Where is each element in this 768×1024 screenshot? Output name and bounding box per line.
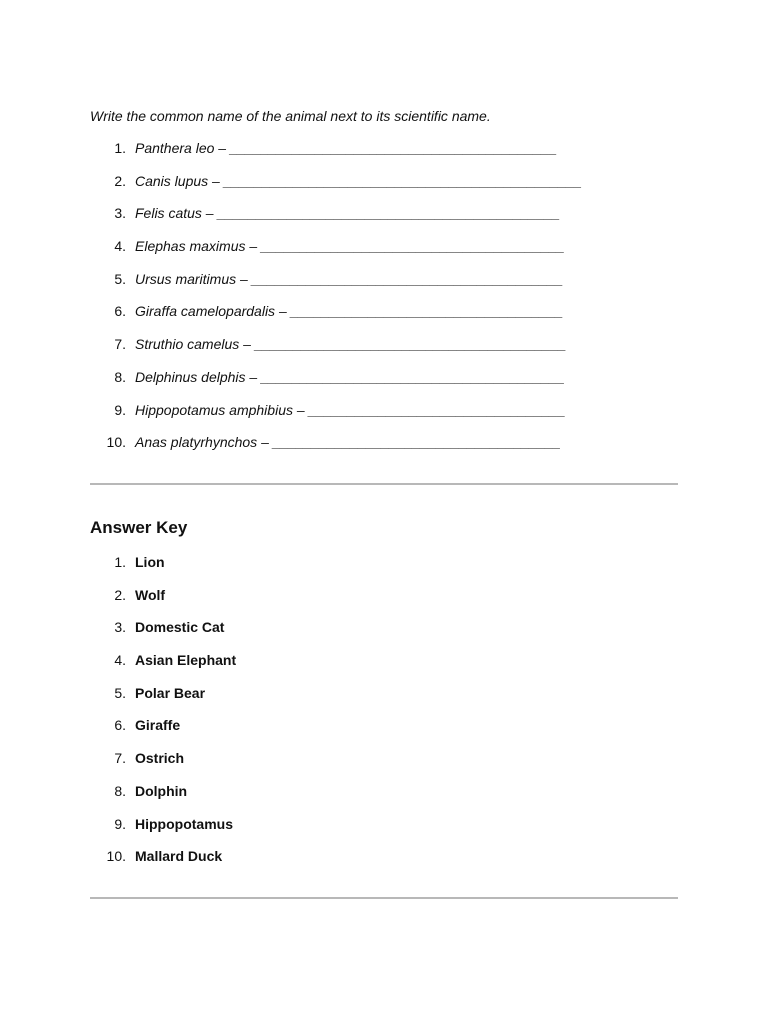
section-divider bbox=[90, 897, 678, 899]
question-number: 10. bbox=[106, 434, 126, 451]
answer-number: 1. bbox=[114, 554, 126, 570]
question-number: 8. bbox=[114, 368, 126, 385]
answer-text: Polar Bear bbox=[135, 684, 206, 701]
answer-text: Mallard Duck bbox=[135, 848, 223, 865]
answer-number: 7. bbox=[114, 750, 126, 767]
answer-key-heading: Answer Key bbox=[90, 518, 188, 537]
question-text: Anas platyrhynchos – _____________________________________ bbox=[135, 434, 561, 451]
answer-number: 4. bbox=[114, 652, 126, 669]
instructions-text: Write the common name of the animal next to its scientific name. bbox=[90, 108, 491, 124]
answer-number: 8. bbox=[114, 782, 126, 799]
question-number: 5. bbox=[114, 270, 126, 287]
question-number: 6. bbox=[114, 303, 126, 320]
question-text: Giraffa camelopardalis – ___________________________________ bbox=[135, 303, 564, 320]
question-number: 7. bbox=[114, 336, 126, 353]
question-text: Felis catus – ____________________________________________ bbox=[135, 205, 561, 222]
answer-text: Giraffe bbox=[135, 717, 181, 734]
answer-number: 10. bbox=[106, 848, 126, 865]
question-text: Struthio camelus – ________________________________________ bbox=[135, 336, 567, 353]
answer-number: 5. bbox=[114, 684, 126, 701]
question-text: Ursus maritimus – ________________________________________ bbox=[135, 270, 564, 287]
question-text: Hippopotamus amphibius – _________________________________ bbox=[135, 401, 566, 418]
answer-number: 3. bbox=[114, 619, 126, 636]
question-number: 3. bbox=[114, 205, 126, 222]
question-number: 1. bbox=[114, 140, 126, 156]
answer-text: Domestic Cat bbox=[135, 619, 225, 636]
question-text: Panthera leo – __________________________________________ bbox=[135, 140, 557, 156]
answer-text: Hippopotamus bbox=[135, 815, 233, 832]
question-number: 4. bbox=[114, 238, 126, 255]
answer-text: Lion bbox=[135, 554, 165, 570]
answer-text: Ostrich bbox=[135, 750, 185, 767]
question-text: Elephas maximus – _______________________________________ bbox=[135, 238, 565, 255]
answer-number: 9. bbox=[114, 815, 126, 832]
answer-text: Wolf bbox=[135, 586, 166, 603]
answer-text: Asian Elephant bbox=[135, 652, 237, 669]
question-number: 9. bbox=[114, 401, 126, 418]
question-text: Delphinus delphis – _______________________________________ bbox=[135, 368, 565, 385]
answer-number: 2. bbox=[114, 586, 126, 603]
answer-text: Dolphin bbox=[135, 782, 188, 799]
question-number: 2. bbox=[114, 172, 126, 189]
answer-number: 6. bbox=[114, 717, 126, 734]
question-text: Canis lupus – ______________________________________________ bbox=[135, 172, 582, 189]
section-divider bbox=[90, 483, 678, 485]
